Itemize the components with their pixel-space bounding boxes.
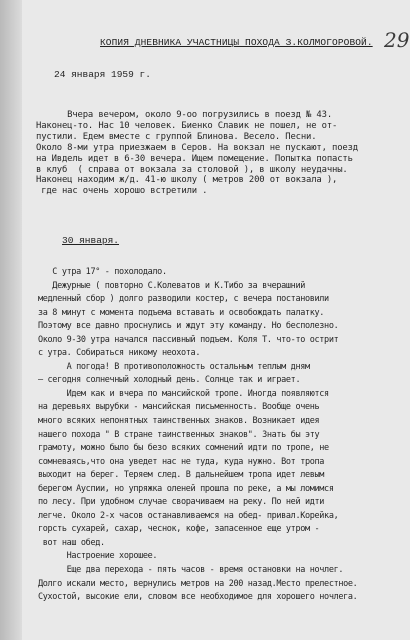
- page-edge-shadow: [0, 0, 22, 640]
- page-number: 29: [384, 28, 410, 52]
- entry-paragraph-1: Вчера вечером, около 9-оо погрузились в поезд № 43. Наконец-то. Нас 10 человек. Биенко Славик не пошел, не от- пустили. Едем вместе с группой Блинова. Весело. Песни. Около 8-ми утра приезжаем в Серов. На вокзал не пускают, поезд на Ивдель идет в 6-30 вечера. Ищем помещение. Попытка попасть в клуб ( справа от вокзала за столовой ), в школу неудачны. Наконец находим ж/д. 41-ю школу ( метров 200 от вокзала ), где нас очень хорошо встретили .: [36, 110, 358, 197]
- entry-paragraph-2: С утра 17° - похолодало. Дежурные ( повторно С.Колеватов и К.Тибо за вчерашний медленный сбор ) долго разводили костер, с вечера постановили за 8 минут с момента подъема вставать и освобождать палатку. Поэтому все давно проснулись и ждут эту команду. Но бесполезно. Около 9-30 утра начался пассивный подъем. Коля Т. что-то острит с утра. Собираться никому неохота. А погода! В противоположность остальным теплым дням – сегодня солнечный холодный день. Солнце так и играет. Идем как и вчера по мансийской тропе. Иногда появляются на деревьях вырубки - мансийская письменность. Вообще очень много всяких непонятных таинственных знаков. Возникает идея нашего похода " В стране таинственных знаков". Знать бы эту грамоту, можно было бы безо всяких сомнений идти по тропе, не сомневаясь,что она уведет нас не туда, куда нужно. Вот тропа выходит на берег. Теряем след. В дальнейшем тропа идет левым берегом Ауспии, но упряжка оленей прошла по реке, а мы ломимся по лесу. При удобном случае сворачиваем на реку. По ней идти легче. Около 2-х часов останавливаемся на обед- привал.Корейка, горсть сухарей, сахар, чеснок, кофе, запасенное еще утром - вот наш обед. Настроение хорошее. Еще два перехода - пять часов - время остановки на ночлег. Долго искали место, вернулись метров на 200 назад.Место прелестное. Сухостой, высокие ели, словом все необходимое для хорошего ночлега.: [38, 267, 358, 603]
- entry-date-1: 24 января 1959 г.: [54, 69, 151, 80]
- entry-date-2: 30 января.: [62, 235, 120, 246]
- document-title: КОПИЯ ДНЕВНИКА УЧАСТНИЦЫ ПОХОДА З.КОЛМОГОРОВОЙ.: [100, 37, 373, 48]
